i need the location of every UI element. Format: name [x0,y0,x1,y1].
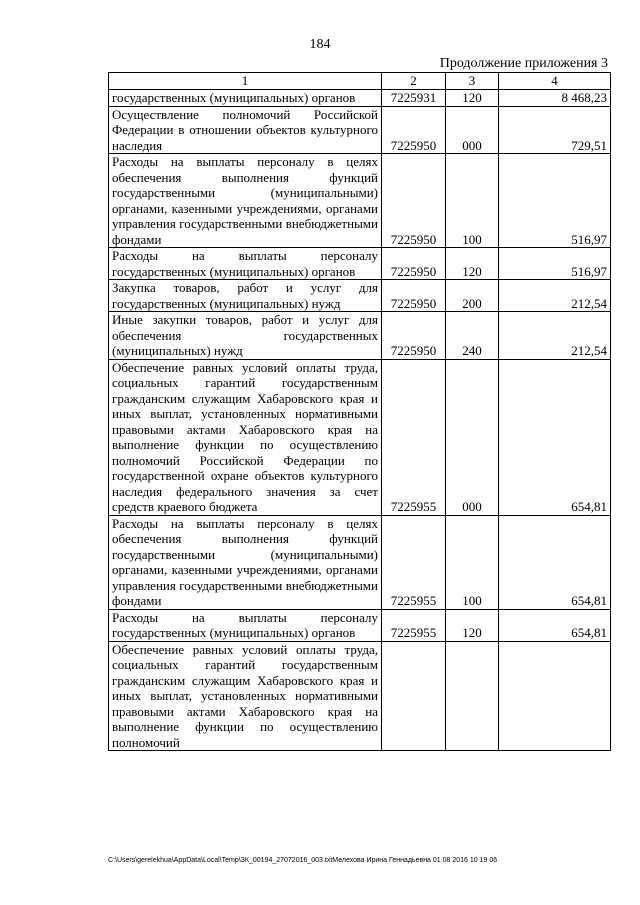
row-name: Закупка товаров, работ и услуг для государственных (муниципальных) нужд [109,280,382,312]
row-name: Обеспечение равных условий оплаты труда, социальных гарантий государственным гражданским служащим Хабаровского края и иных выплат, установленных нормативными правовыми актами Хабаровского края на выполнение функции по осуществлению полномочий [109,641,382,751]
table-row [109,280,611,312]
row-code: 7225950 [382,280,446,312]
row-name: Обеспечение равных условий оплаты труда, социальных гарантий государственным гражданским служащим Хабаровского края и иных выплат, установленных нормативными правовыми актами Хабаровского края на выполнение функции по осуществлению полномочий Российской Федерации по государственной охране объектов культурного наследия федерального значения за счет средств краевого бюджета [109,359,382,515]
row-amount: 654,81 [499,609,611,641]
row-type: 120 [446,248,499,280]
row-type: 100 [446,515,499,609]
row-amount: 654,81 [499,515,611,609]
column-header-1: 1 [109,73,382,90]
budget-table [108,72,611,751]
row-type: 000 [446,106,499,154]
row-amount: 654,81 [499,359,611,515]
table-row [109,154,611,248]
row-name: государственных (муниципальных) органов [109,90,382,107]
row-code: 7225950 [382,106,446,154]
row-type: 100 [446,154,499,248]
file-path-footer: C:\Users\gerelekhua\AppData\Local\Temp\ЗК_00194_27072016_003.txtМелехова Ирина Геннадьевна 01 08 2016 10 19 06 [108,857,498,864]
table-row [109,609,611,641]
row-type: 120 [446,609,499,641]
column-header-2: 2 [382,73,446,90]
row-name: Расходы на выплаты персоналу в целях обеспечения выполнения функций государственными (муниципальными) органами, казенными учреждениями, органами управления государственными внебюджетными фондами [109,515,382,609]
table-row [109,359,611,515]
row-amount: 8 468,23 [499,90,611,107]
row-name: Расходы на выплаты персоналу государственных (муниципальных) органов [109,609,382,641]
row-amount: 212,54 [499,280,611,312]
continuation-label: Продолжение приложения 3 [439,56,608,71]
table-row [109,90,611,107]
column-header-3: 3 [446,73,499,90]
page-number: 184 [309,37,331,52]
column-header-4: 4 [499,73,611,90]
row-type: 120 [446,90,499,107]
row-name: Осуществление полномочий Российской Федерации в отношении объектов культурного наследия [109,106,382,154]
table-row [109,515,611,609]
row-amount: 516,97 [499,154,611,248]
table-row [109,641,611,751]
row-code: 7225955 [382,609,446,641]
row-name: Расходы на выплаты персоналу государственных (муниципальных) органов [109,248,382,280]
row-code: 7225931 [382,90,446,107]
row-type: 240 [446,312,499,360]
row-amount: 516,97 [499,248,611,280]
row-code: 7225950 [382,248,446,280]
table-row [109,248,611,280]
row-name: Расходы на выплаты персоналу в целях обеспечения выполнения функций государственными (муниципальными) органами, казенными учреждениями, органами управления государственными внебюджетными фондами [109,154,382,248]
row-code: 7225950 [382,154,446,248]
row-type [446,641,499,751]
row-amount: 212,54 [499,312,611,360]
table-row [109,106,611,154]
row-amount [499,641,611,751]
row-code: 7225950 [382,312,446,360]
row-name: Иные закупки товаров, работ и услуг для обеспечения государственных (муниципальных) нужд [109,312,382,360]
row-code: 7225955 [382,515,446,609]
row-code [382,641,446,751]
row-amount: 729,51 [499,106,611,154]
row-type: 000 [446,359,499,515]
table-row [109,312,611,360]
row-type: 200 [446,280,499,312]
row-code: 7225955 [382,359,446,515]
table-header-row [109,73,611,90]
